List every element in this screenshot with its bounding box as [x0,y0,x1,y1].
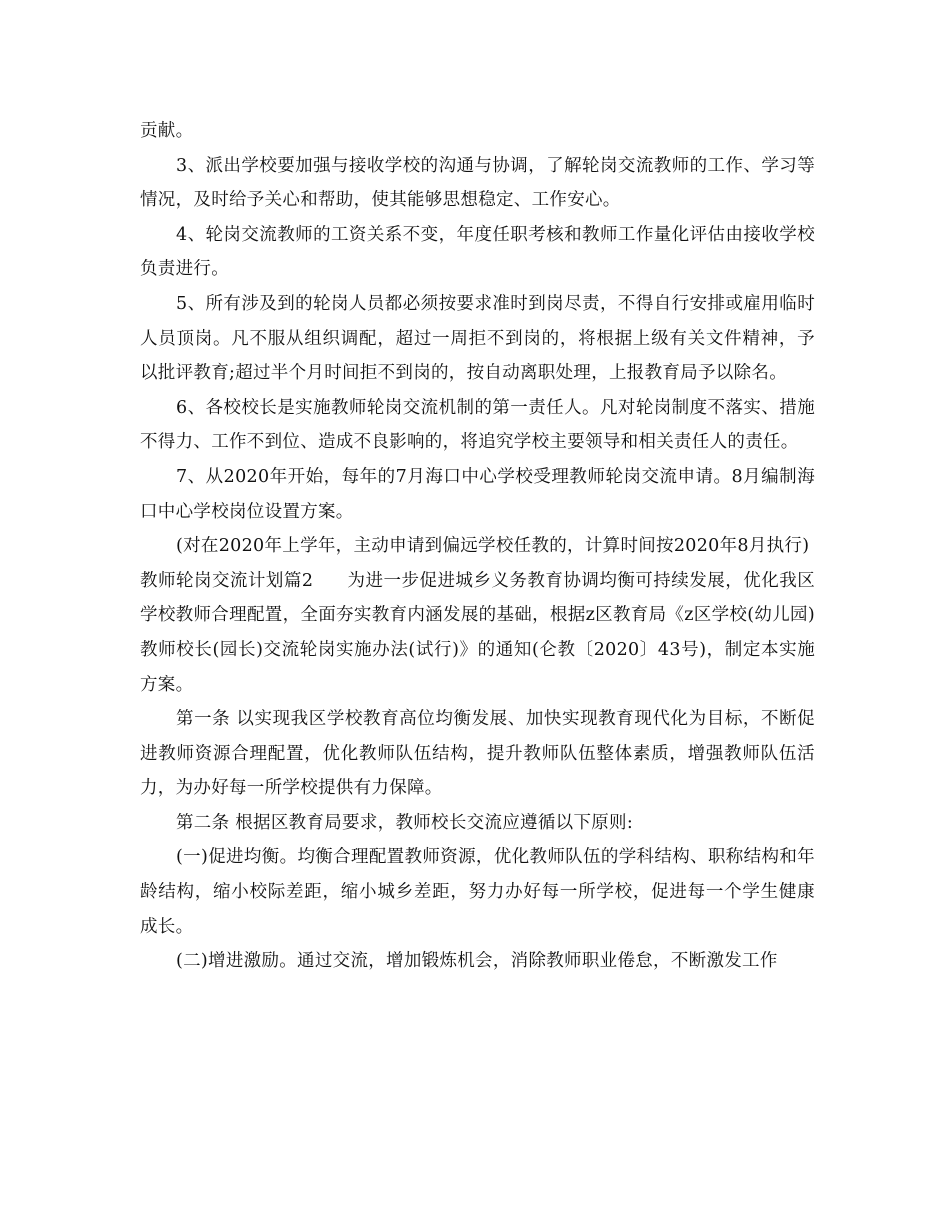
section-heading-paragraph [140,564,815,702]
paragraph-item-6: 6、各校校长是实施教师轮岗交流机制的第一责任人。凡对轮岗制度不落实、措施不得力、工作不到位、造成不良影响的，将追究学校主要领导和相关责任人的责任。 [140,397,815,453]
paragraph-item-5: 5、所有涉及到的轮岗人员都必须按要求准时到岗尽责，不得自行安排或雇用临时人员顶岗。凡不服从组织调配，超过一周拒不到岗的，将根据上级有关文件精神，予以批评教育;超过半个月时间拒不到岗的，按自动离职处理，上报教育局予以除名。 [140,293,815,384]
paragraph-principle-2: (二)增进激励。通过交流，增加锻炼机会，消除教师职业倦怠，不断激发工作 [176,951,778,972]
paragraph-continuation: 贡献。 [140,121,194,141]
paragraph-note: (对在2020年上学年，主动申请到偏远学校任教的，计算时间按2020年8月执行) [176,536,810,557]
paragraph-article-2: 第二条 根据区教育局要求，教师校长交流应遵循以下原则: [176,812,634,833]
paragraph-principle-1: (一)促进均衡。均衡合理配置教师资源，优化教师队伍的学科结构、职称结构和年龄结构，缩小校际差距，缩小城乡差距，努力办好每一所学校，促进每一个学生健康成长。 [140,847,815,937]
paragraph-item-3: 3、派出学校要加强与接收学校的沟通与协调，了解轮岗交流教师的工作、学习等情况，及时给予关心和帮助，使其能够思想稳定、工作安心。 [140,155,815,211]
section-heading: 教师轮岗交流计划篇2 [140,570,314,591]
paragraph-article-1: 第一条 以实现我区学校教育高位均衡发展、加快实现教育现代化为目标，不断促进教师资源合理配置，优化教师队伍结构，提升教师队伍整体素质，增强教师队伍活力，为办好每一所学校提供有力保障。 [140,709,815,799]
document-body [140,114,815,979]
paragraph-item-4: 4、轮岗交流教师的工资关系不变，年度任职考核和教师工作量化评估由接收学校负责进行。 [140,224,815,280]
paragraph-item-7: 7、从2020年开始，每年的7月海口中心学校受理教师轮岗交流申请。8月编制海口中心学校岗位设置方案。 [140,466,815,522]
section-intro: 为进一步促进城乡义务教育协调均衡可持续发展，优化我区学校教师合理配置，全面夯实教育内涵发展的基础，根据z区教育局《z区学校(幼儿园)教师校长(园长)交流轮岗实施办法(试行)》的通知(仑教〔2020〕43号)，制定本实施方案。 [140,570,815,695]
